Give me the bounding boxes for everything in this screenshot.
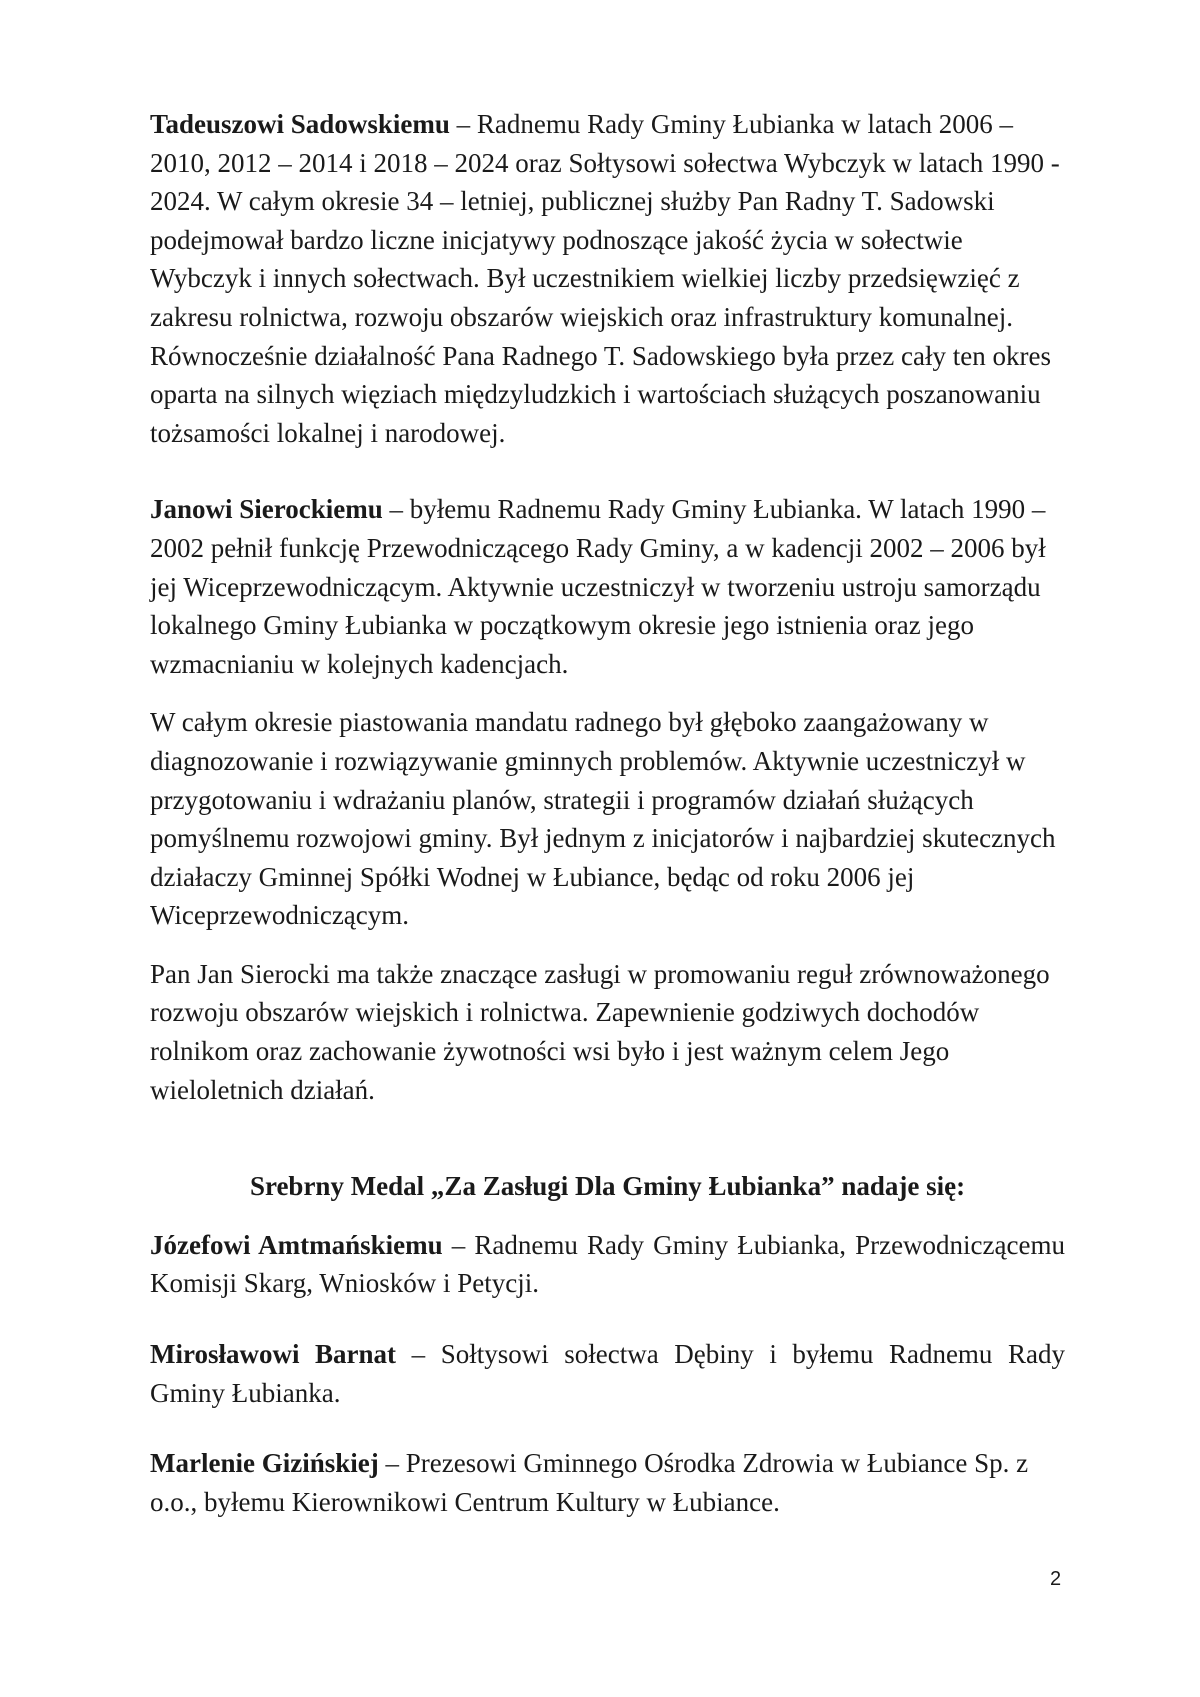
honoree-name: Marlenie Gizińskiej: [150, 1448, 379, 1479]
paragraph-barnat: [150, 1335, 1065, 1412]
honoree-name: Józefowi Amtmańskiemu: [150, 1229, 443, 1260]
paragraph-gizinska: [150, 1444, 1065, 1521]
paragraph-amtmanski: [150, 1226, 1065, 1303]
paragraph-text: – Radnemu Rady Gminy Łubianka, Przewodniczącemu Komisji Skarg, Wniosków i Petycji.: [150, 1229, 1065, 1299]
honoree-name: Janowi Sierockiemu: [150, 494, 383, 525]
paragraph-text: – Sołtysowi sołectwa Dębiny i byłemu Radnemu Rady Gminy Łubianka.: [150, 1339, 1065, 1408]
honoree-name: Mirosławowi Barnat: [150, 1339, 397, 1370]
paragraph-sierocki-mandate: W całym okresie piastowania mandatu radnego był głęboko zaangażowany w diagnozowanie i rozwiązywanie gminnych problemów. Aktywnie uczestniczył w przygotowaniu i wdrażaniu planów, strategii i programów działań służących pomyślnemu rozwojowi gminy. Był jednym z inicjatorów i najbardziej skutecznych działaczy Gminnej Spółki Wodnej w Łubiance, będąc od roku 2006 jej Wiceprzewodniczącym.: [150, 707, 1056, 931]
paragraph-sadowski: [150, 105, 1065, 452]
paragraph-sierocki: [150, 490, 1065, 683]
page-number: 2: [1050, 1568, 1062, 1590]
document-body: [150, 105, 1065, 1521]
section-heading: Srebrny Medal „Za Zasługi Dla Gminy Łubianka” nadaje się:: [249, 1171, 966, 1202]
paragraph-text: – byłemu Radnemu Rady Gminy Łubianka. W latach 1990 – 2002 pełnił funkcję Przewodniczącego Rady Gminy, a w kadencji 2002 – 2006 był jej Wiceprzewodniczącym. Aktywnie uczestniczył w tworzeniu ustroju samorządu lokalnego Gminy Łubianka w początkowym okresie jego istnienia oraz jego wzmacnianiu w kolejnych kadencjach.: [150, 494, 1046, 679]
paragraph-text: – Radnemu Rady Gminy Łubianka w latach 2006 – 2010, 2012 – 2014 i 2018 – 2024 oraz Sołtysowi sołectwa Wybczyk w latach 1990 - 2024. W całym okresie 34 – letniej, publicznej służby Pan Radny T. Sadowski podejmował bardzo liczne inicjatywy podnoszące jakość życia w sołectwie Wybczyk i innych sołectwach. Był uczestnikiem wielkiej liczby przedsięwzięć z zakresu rolnictwa, rozwoju obszarów wiejskich oraz infrastruktury komunalnej. Równocześnie działalność Pana Radnego T. Sadowskiego była przez cały ten okres oparta na silnych więziach międzyludzkich i wartościach służących poszanowaniu tożsamości lokalnej i narodowej.: [150, 109, 1060, 448]
honoree-name: Tadeuszowi Sadowskiemu: [150, 109, 450, 139]
paragraph-text: – Prezesowi Gminnego Ośrodka Zdrowia w Łubiance Sp. z o.o., byłemu Kierownikowi Centrum Kultury w Łubiance.: [150, 1448, 1029, 1517]
paragraph-sierocki-merits: Pan Jan Sierocki ma także znaczące zasługi w promowaniu reguł zrównoważonego rozwoju obszarów wiejskich i rolnictwa. Zapewnienie godziwych dochodów rolnikom oraz zachowanie żywotności wsi było i jest ważnym celem Jego wieloletnich działań.: [150, 958, 1050, 1105]
